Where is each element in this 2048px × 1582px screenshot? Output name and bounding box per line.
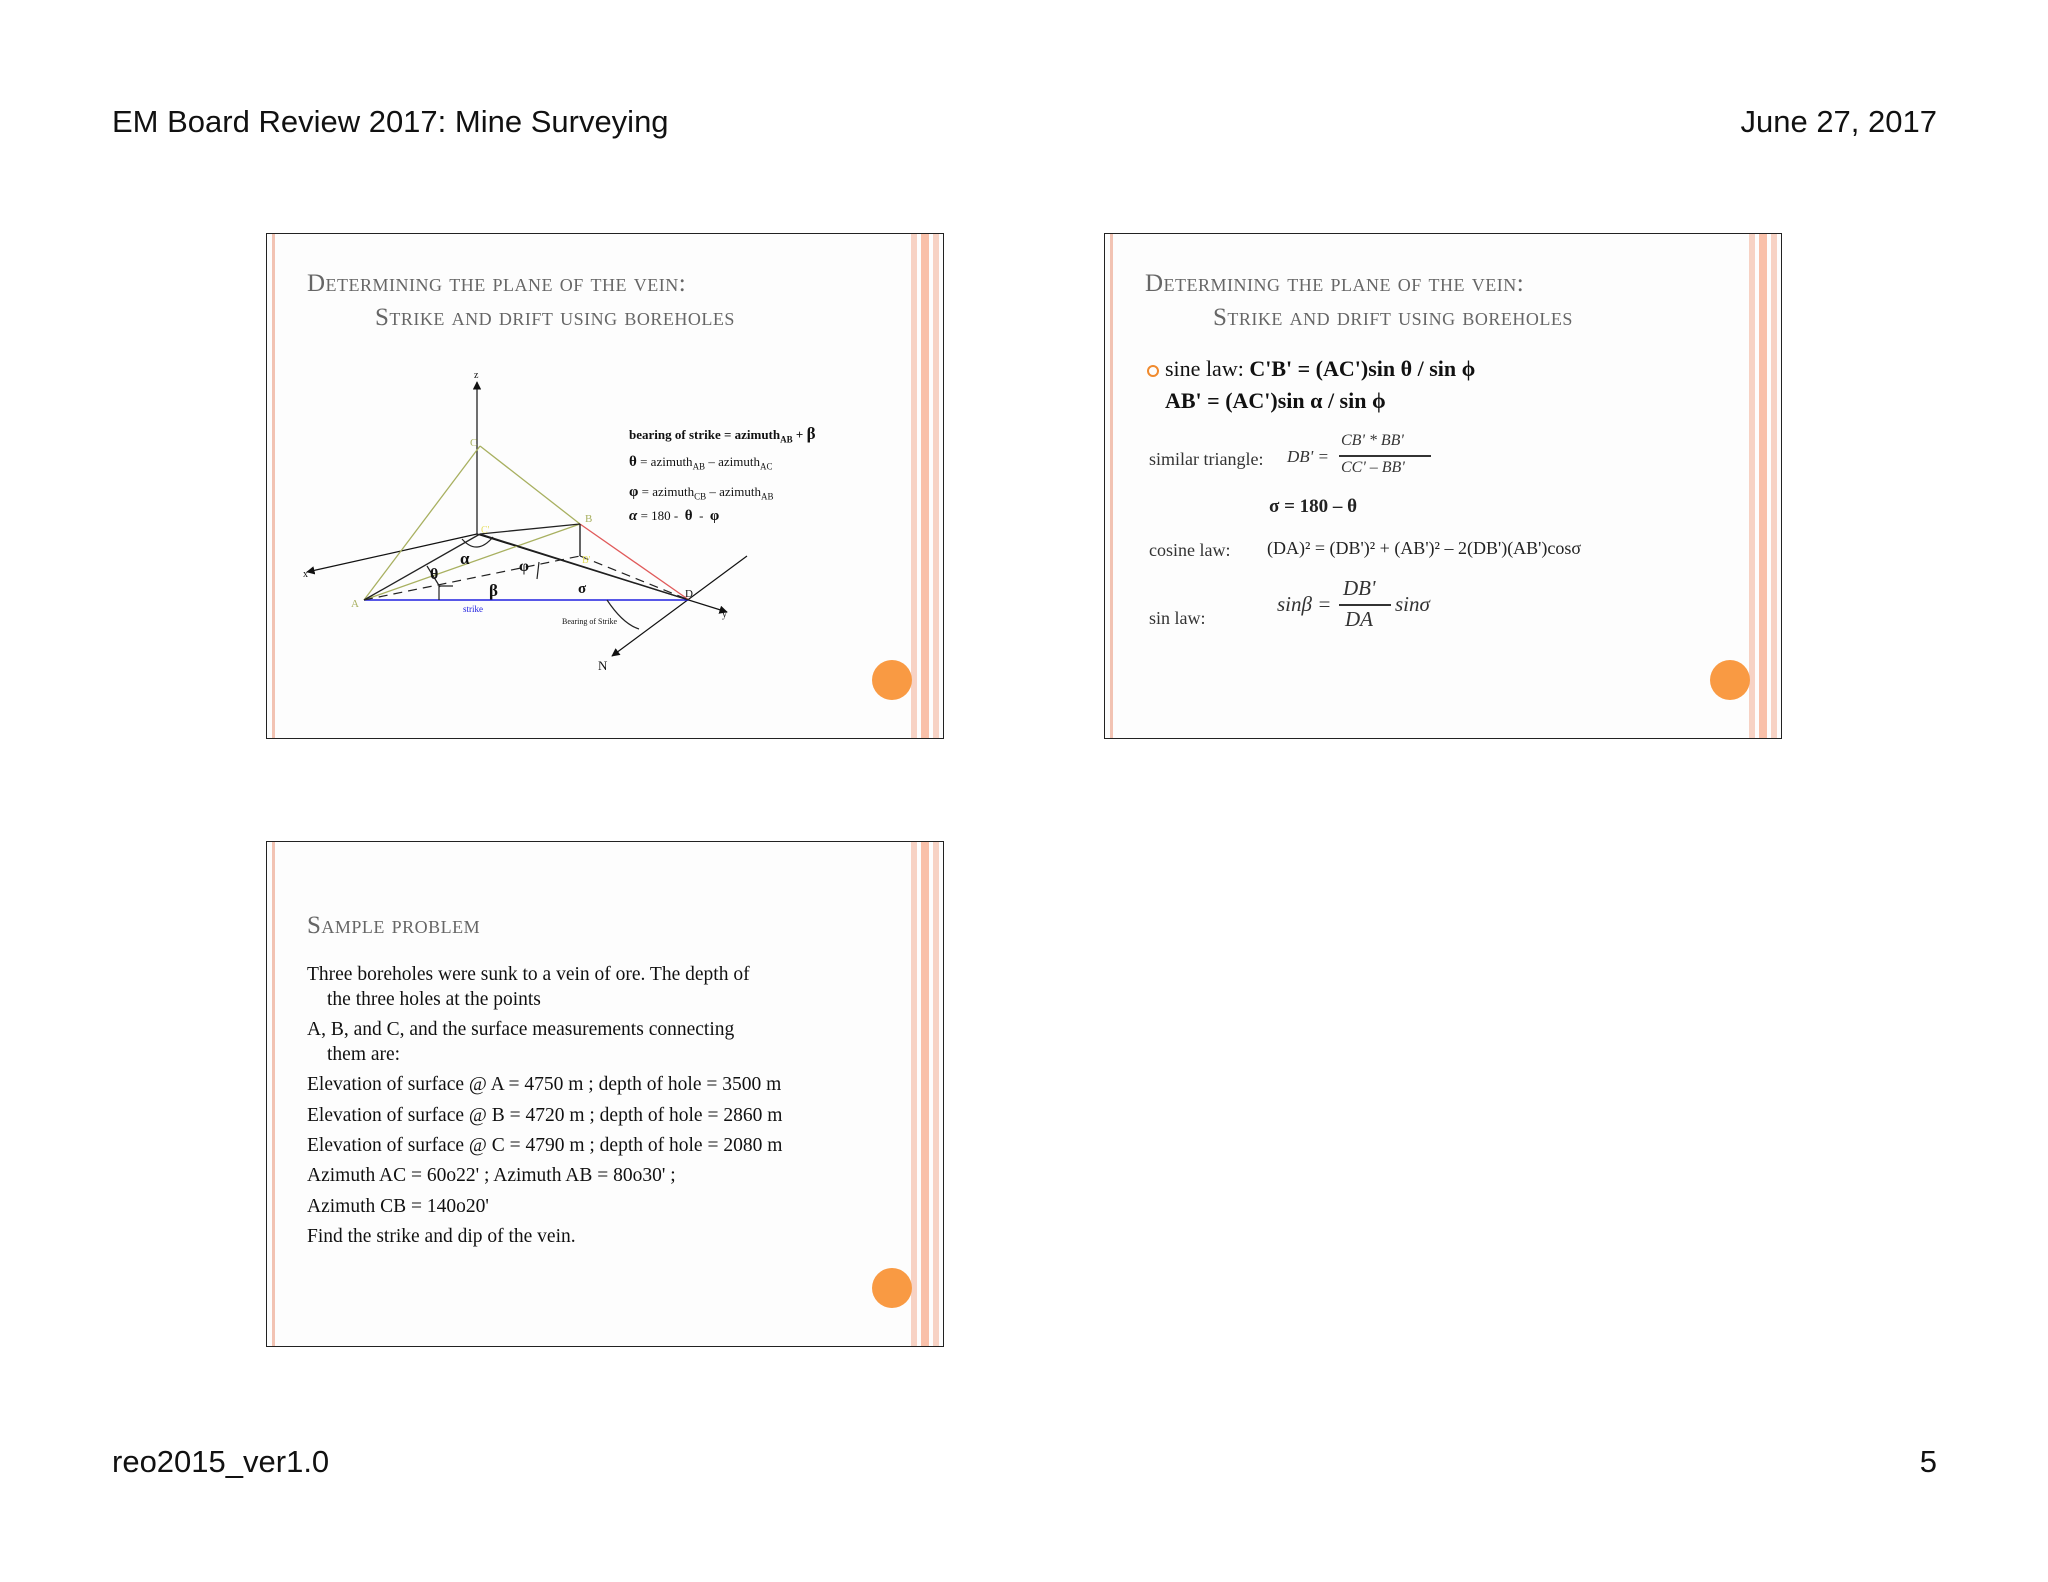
- accent-circle: [872, 1268, 912, 1308]
- slide-1: [266, 233, 944, 739]
- label-y: y: [722, 609, 727, 620]
- label-c-prime: C': [481, 525, 490, 536]
- label-alpha: α: [460, 549, 470, 568]
- document-footer-version: reo2015_ver1.0: [112, 1444, 330, 1479]
- similar-triangle-numerator: CB' * BB': [1341, 432, 1404, 449]
- label-bearing: Bearing of Strike: [562, 617, 618, 626]
- sin-law-rhs: sinσ: [1395, 592, 1430, 616]
- cosine-law-label: cosine law:: [1149, 540, 1231, 560]
- label-b: B: [585, 513, 593, 525]
- sine-law-bullet-icon: [1147, 365, 1159, 377]
- label-sigma: σ: [578, 581, 587, 597]
- label-z: z: [474, 370, 479, 381]
- sin-law-label: sin law:: [1149, 608, 1206, 628]
- problem-line: Elevation of surface @ C = 4790 m ; depth of hole = 2080 m: [307, 1135, 783, 1156]
- accent-circle: [872, 660, 912, 700]
- sin-law-numerator: DB': [1343, 576, 1376, 600]
- problem-line: Elevation of surface @ A = 4750 m ; depth of hole = 3500 m: [307, 1074, 782, 1095]
- label-a: A: [351, 598, 359, 610]
- label-d: D: [685, 588, 693, 600]
- sigma-equation: σ = 180 – θ: [1269, 496, 1358, 517]
- problem-line: A, B, and C, and the surface measurements connecting: [307, 1019, 735, 1040]
- cosine-law-equation: (DA)² = (DB')² + (AB')² – 2(DB')(AB')cosσ: [1267, 538, 1582, 558]
- slide-3: [266, 841, 944, 1347]
- problem-line: Three boreholes were sunk to a vein of ore. The depth of: [307, 964, 750, 985]
- label-n: N: [598, 658, 608, 673]
- document-header-date: June 27, 2017: [1740, 104, 1937, 139]
- sine-law-equation-2: AB' = (AC')sin α / sin ϕ: [1165, 388, 1386, 413]
- similar-triangle-lhs: DB' =: [1287, 447, 1330, 466]
- slide-2-title-line-1: Determining the plane of the vein:: [1145, 270, 1525, 297]
- sine-law-label: sine law:: [1165, 356, 1244, 381]
- slide-1-title-line-2: Strike and drift using boreholes: [375, 304, 735, 331]
- problem-line: Azimuth CB = 140o20': [307, 1196, 489, 1217]
- problem-line: Azimuth AC = 60o22' ; Azimuth AB = 80o30' ;: [307, 1165, 676, 1186]
- formula-theta: θ = azimuth$_{AB}$ – azimuth$_{AC}$: [629, 454, 773, 472]
- sin-law-denominator: DA: [1345, 607, 1373, 631]
- problem-line: Elevation of surface @ B = 4720 m ; depth of hole = 2860 m: [307, 1105, 783, 1126]
- label-theta: θ: [430, 566, 439, 583]
- sine-law-equation-1: C'B' = (AC')sin θ / sin ϕ: [1249, 356, 1476, 381]
- problem-line: the three holes at the points: [327, 989, 541, 1010]
- x-axis: [307, 534, 477, 572]
- slide-1-title-line-1: Determining the plane of the vein:: [307, 270, 687, 297]
- borehole-diagram: [267, 234, 944, 739]
- problem-line: Find the strike and dip of the vein.: [307, 1226, 576, 1247]
- document-footer-page-number: 5: [1919, 1444, 1937, 1479]
- sin-law-lhs: sinβ =: [1277, 592, 1332, 616]
- north-line: [612, 556, 747, 656]
- formula-phi: φ = azimuth$_{CB}$ – azimuth$_{AB}$: [629, 484, 774, 502]
- label-x: x: [303, 569, 308, 580]
- formula-alpha: α = 180 - θ - φ: [629, 508, 720, 524]
- label-beta: β: [489, 581, 498, 600]
- slide-3-title: Sample problem: [307, 912, 481, 939]
- formula-bearing-of-strike: bearing of strike = azimuth$_{AB}$ + β: [629, 424, 816, 445]
- label-phi: φ: [519, 558, 529, 575]
- similar-triangle-denominator: CC' – BB': [1341, 459, 1405, 476]
- label-strike: strike: [463, 604, 483, 614]
- slide-2: [1104, 233, 1782, 739]
- slide-2-title-line-2: Strike and drift using boreholes: [1213, 304, 1573, 331]
- problem-line: them are:: [327, 1044, 401, 1065]
- label-c: C: [470, 437, 478, 449]
- similar-triangle-label: similar triangle:: [1149, 449, 1264, 469]
- label-b-prime: B': [582, 555, 591, 566]
- accent-circle: [1710, 660, 1750, 700]
- document-header-title: EM Board Review 2017: Mine Surveying: [112, 104, 669, 139]
